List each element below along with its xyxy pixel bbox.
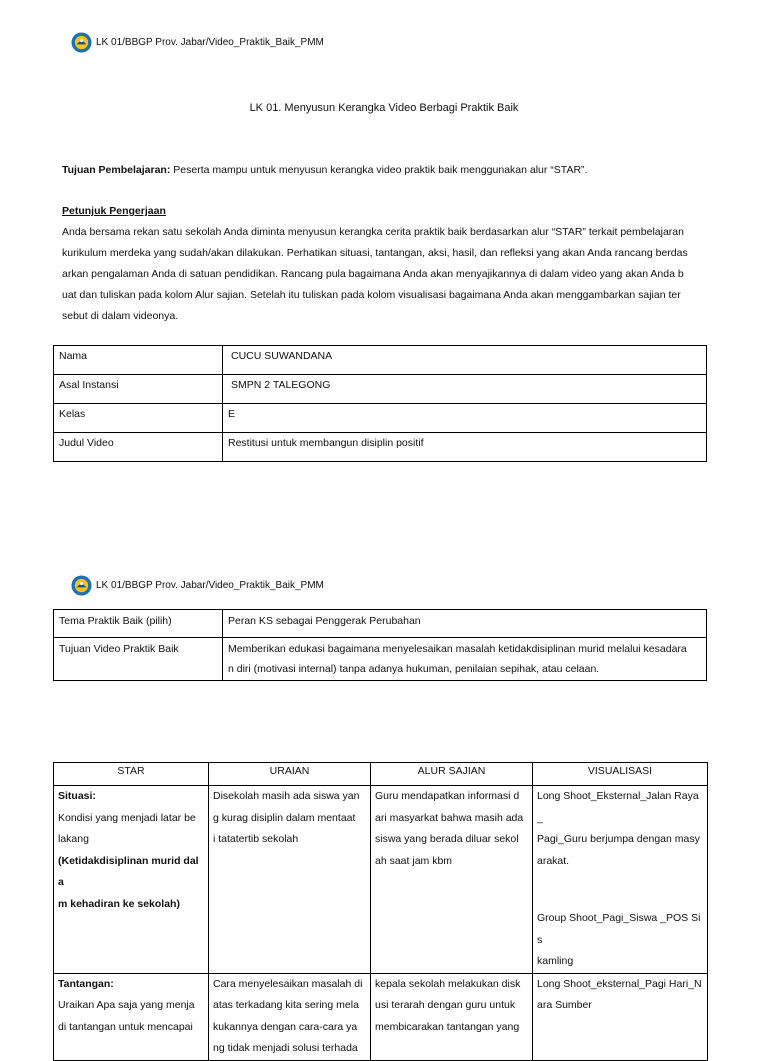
identity-table (53, 345, 707, 462)
col-header-star: STAR (54, 763, 209, 786)
uraian-line: Cara menyelesaikan masalah di (213, 977, 363, 990)
table-row (54, 786, 708, 974)
star-table (53, 762, 708, 1061)
petunjuk-line: kurikulum merdeka yang sudah/akan dilakukan. Perhatikan situasi, tantangan, aksi, hasil, dan refleksi yang akan Anda rancang berdas (62, 247, 688, 259)
petunjuk-section (62, 201, 706, 327)
table-row (54, 433, 707, 462)
instansi-value: SMPN 2 TALEGONG (223, 375, 707, 404)
tujuan-video-label: Tujuan Video Praktik Baik (54, 638, 223, 681)
visual-line: Group Shoot_Pagi_Siswa _POS Sis (537, 912, 701, 946)
instansi-label: Asal Instansi (54, 375, 223, 404)
situasi-label: Situasi: (58, 790, 96, 802)
situasi-uraian-cell (209, 786, 371, 974)
tujuan-video-value (223, 638, 707, 681)
document-title: LK 01. Menyusun Kerangka Video Berbagi Praktik Baik (249, 102, 519, 114)
tantangan-uraian-cell (209, 973, 371, 1060)
uraian-line: atas terkadang kita sering mela (213, 999, 359, 1011)
tema-table (53, 609, 707, 681)
uraian-line: ng tidak menjadi solusi terhada (213, 1042, 358, 1054)
col-header-visual: VISUALISASI (533, 763, 708, 786)
tantangan-alur-cell (371, 973, 533, 1060)
visual-line: Pagi_Guru berjumpa dengan masy (537, 833, 700, 845)
tema-label: Tema Praktik Baik (pilih) (54, 610, 223, 638)
tujuan-video-line: Memberikan edukasi bagaimana menyelesaikan masalah ketidakdisiplinan murid melalui kesadara (228, 643, 687, 655)
table-row (54, 638, 707, 681)
tujuan-label: Tujuan Pembelajaran: (62, 164, 171, 176)
table-row (54, 404, 707, 433)
visual-line: Long Shoot_Eksternal_Jalan Raya_ (537, 790, 699, 824)
uraian-line: Disekolah masih ada siswa yan (213, 790, 360, 802)
visual-line: kamling (537, 955, 574, 967)
nama-label: Nama (54, 346, 223, 375)
visual-line: arakat. (537, 854, 570, 867)
uraian-line: g kurag disiplin dalam mentaat (213, 811, 356, 824)
kelas-value: E (223, 404, 707, 433)
table-row (54, 375, 707, 404)
petunjuk-line: arkan pengalaman Anda di satuan pendidikan. Rancang pula bagaimana Anda akan menyajikannya di dalam video yang akan Anda b (62, 268, 684, 280)
petunjuk-heading: Petunjuk Pengerjaan (62, 205, 166, 217)
judul-label: Judul Video (54, 433, 223, 462)
tujuan-video-line: n diri (motivasi internal) tanpa adanya hukuman, penilaian sepihak, atau celaan. (228, 663, 600, 675)
petunjuk-line: uat dan tuliskan pada kolom Alur sajian. Setelah itu tuliskan pada kolom visualisasi bagaimana Anda akan menggambarkan sajian ter (62, 289, 681, 301)
alur-line: ah saat jam kbm (375, 854, 453, 867)
table-row (54, 610, 707, 638)
tantangan-label: Tantangan: (58, 977, 114, 990)
petunjuk-line: sebut di dalam videonya. (62, 310, 179, 322)
tut-wuri-handayani-logo-icon (71, 575, 92, 596)
alur-line: usi terarah dengan guru untuk (375, 999, 516, 1011)
situasi-alur-cell (371, 786, 533, 974)
petunjuk-line: Anda bersama rekan satu sekolah Anda diminta menyusun kerangka cerita praktik baik berdasarkan alur “STAR” terkait pembelajaran (62, 226, 684, 238)
visual-spacer (537, 872, 703, 908)
table-row (54, 346, 707, 375)
tema-value: Peran KS sebagai Penggerak Perubahan (223, 610, 707, 638)
visual-line: Long Shoot_eksternal_Pagi Hari_N (537, 977, 702, 990)
tut-wuri-handayani-logo-icon (71, 32, 92, 53)
table-header-row (54, 763, 708, 786)
tantangan-visual-cell (533, 973, 708, 1060)
header-text: LK 01/BBGP Prov. Jabar/Video_Praktik_Baik_PMM (96, 37, 324, 48)
alur-line: ari masyarkat bahwa masih ada (375, 811, 524, 824)
alur-line: Guru mendapatkan informasi d (375, 790, 520, 802)
tujuan-text: Peserta mampu untuk menyusun kerangka video praktik baik menggunakan alur “STAR”. (170, 164, 588, 176)
col-header-alur: ALUR SAJIAN (371, 763, 533, 786)
alur-line: kepala sekolah melakukan disk (375, 977, 521, 990)
tujuan-pembelajaran (62, 160, 706, 181)
page-header (71, 575, 324, 596)
kelas-label: Kelas (54, 404, 223, 433)
header-text: LK 01/BBGP Prov. Jabar/Video_Praktik_Baik_PMM (96, 580, 324, 591)
nama-value: CUCU SUWANDANA (223, 346, 707, 375)
col-header-uraian: URAIAN (209, 763, 371, 786)
situasi-visual-cell (533, 786, 708, 974)
judul-value: Restitusi untuk membangun disiplin positif (223, 433, 707, 462)
page-header (71, 32, 324, 53)
uraian-line: kukannya dengan cara-cara ya (213, 1020, 358, 1033)
alur-line: membicarakan tantangan yang (375, 1020, 520, 1033)
situasi-cell (54, 786, 209, 974)
situasi-line: Kondisi yang menjadi latar be (58, 811, 196, 824)
tantangan-line: Uraikan Apa saja yang menja (58, 999, 195, 1011)
situasi-line: lakang (58, 833, 89, 845)
alur-line: siswa yang berada diluar sekol (375, 833, 519, 845)
tantangan-line: di tantangan untuk mencapai (58, 1020, 193, 1033)
table-row (54, 973, 708, 1060)
situasi-bold-line: (Ketidakdisiplinan murid dala (58, 854, 199, 888)
visual-line: ara Sumber (537, 999, 592, 1011)
situasi-bold-line: m kehadiran ke sekolah) (58, 897, 180, 910)
tantangan-cell (54, 973, 209, 1060)
uraian-line: i tatatertib sekolah (213, 833, 299, 845)
